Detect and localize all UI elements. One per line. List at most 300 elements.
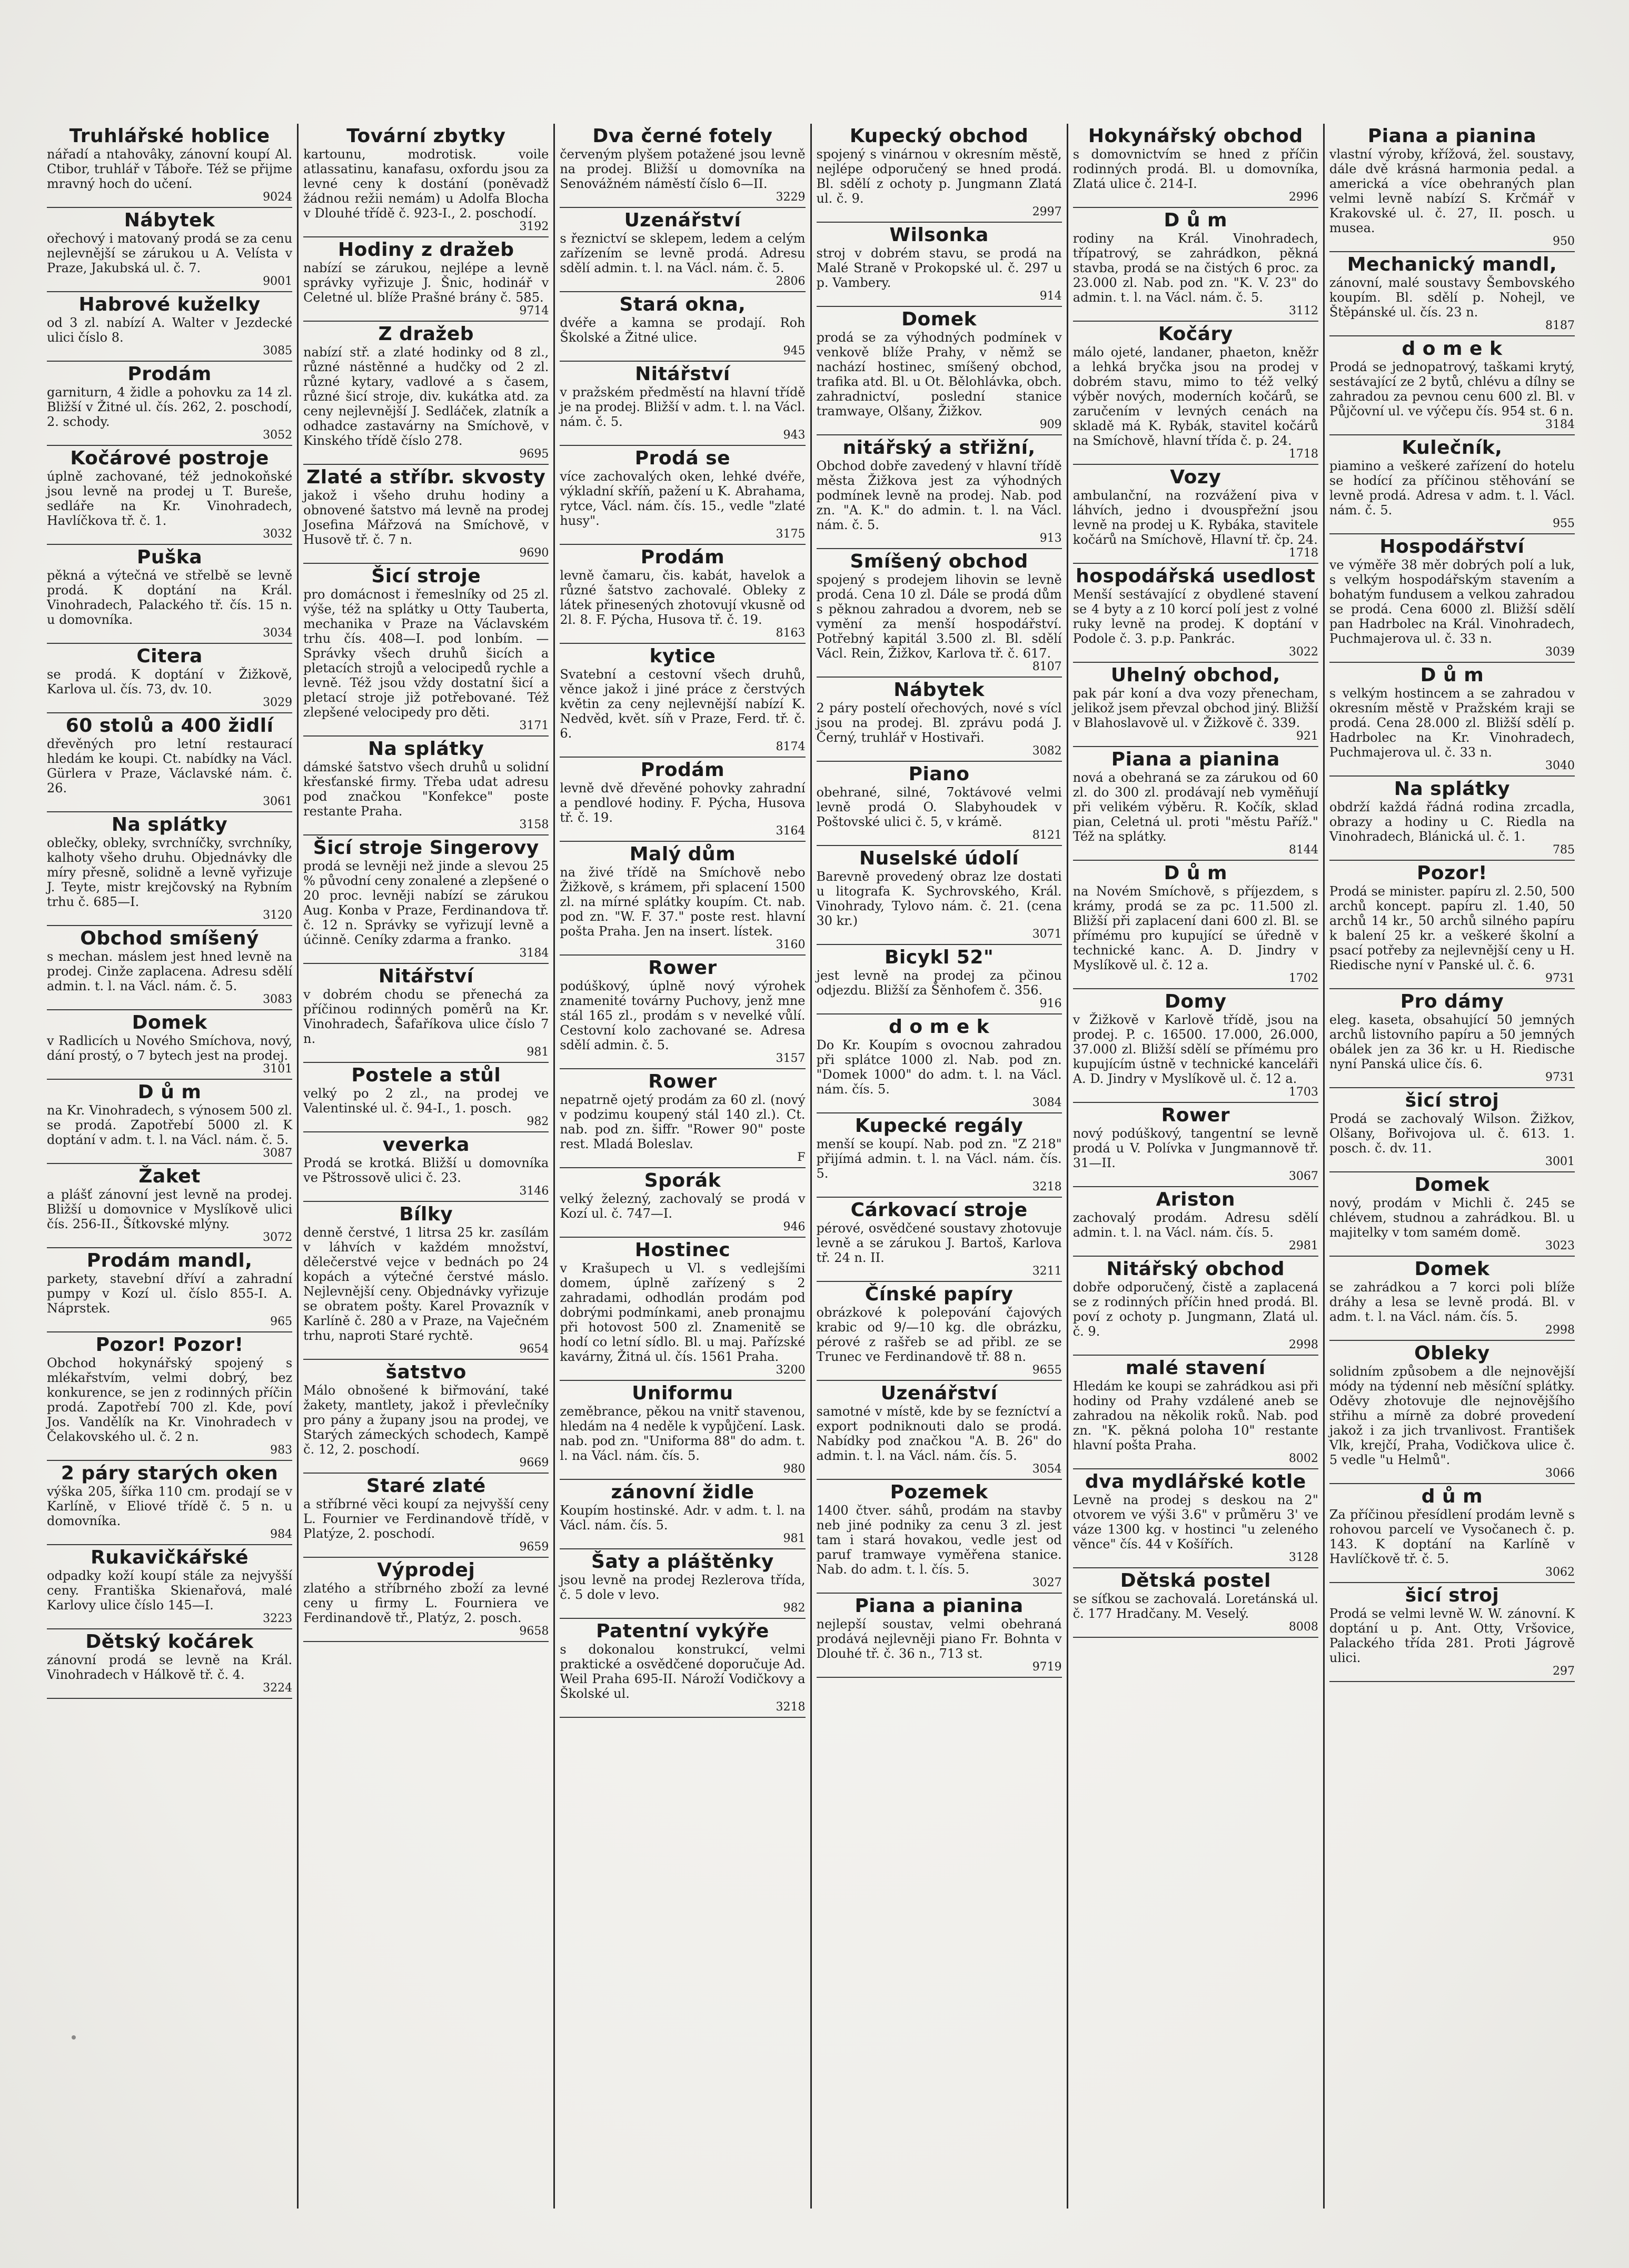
ad-number: 921 <box>1296 730 1318 743</box>
ad-number: 9658 <box>519 1625 549 1638</box>
ad-title: šatstvo <box>385 1361 466 1383</box>
classified-ad <box>47 124 292 208</box>
ad-title: Šicí stroje <box>371 565 481 587</box>
classified-ad <box>1073 663 1318 747</box>
ad-column-3 <box>555 124 811 2209</box>
ad-number: 3184 <box>519 947 549 960</box>
ad-number: 3085 <box>263 344 293 357</box>
ad-number: 785 <box>1553 843 1575 857</box>
ad-number: 3001 <box>1545 1155 1575 1168</box>
ad-title: Obchod smíšený <box>80 928 259 949</box>
ad-body: dřevěných pro letní restaurací hledám ke koupi. Ct. nabídky na Václ. Gürlera v Praze, Václavské nám. č. 26. <box>47 737 293 795</box>
ad-body: prodá se za výhodných podmínek v venkově blíže Prahy, v němž se nachází hostinec, smíšený obchod, trafika atd. Bl. u Ot. Bělohlávka, obch. zahradnictví, poslední stanice tramwaye, Olšany, Žižkov. <box>816 330 1062 419</box>
ad-title: Piana a pianina <box>1111 749 1280 770</box>
classified-ad <box>303 964 549 1063</box>
ad-body: v dobrém chodu se přenechá za příčinou rodinných poměrů na Kr. Vinohradech, Šafaříkova ulice číslo 7 n. <box>303 987 549 1046</box>
classified-ad <box>1329 777 1575 861</box>
ad-column-4 <box>812 124 1068 2209</box>
classified-ad <box>1329 1257 1575 1341</box>
classified-ad <box>1329 1088 1575 1172</box>
ad-title: Piano <box>908 763 970 785</box>
ad-body: s velkým hostincem a se zahradou v okresním městě v Pražském kraji se prodá. Cena 28.000 zl. Bližší sdělí p. Hadrbolec na Kr. Vinohradech, Puchmajerova ul. č. 33 n. <box>1329 686 1575 760</box>
ad-number: 3054 <box>1032 1463 1062 1476</box>
ad-body: Prodá se jednopatrový, taškami krytý, sestávající ze 2 bytů, chlévu a dílny se zahradou za pevnou cenu 600 zl. Bl. v Půjčovní ul. ve výčepu čís. 954 st. 6 n. <box>1329 360 1575 419</box>
ad-body: málo ojeté, landaner, phaeton, kněžr a lehká bryčka jsou na prodej v dobrém stavu, mimo to též velký výběr nových, moderních kočárů, se zaručením v levných cenách na skladě má K. Rybák, stavitel kočárů na Smíchově, hlavní třída č. p. 24. <box>1072 345 1318 448</box>
ad-title: Smíšený obchod <box>850 551 1028 572</box>
ad-body: parkety, stavební dříví a zahradní pumpy v Kozí ul. číslo 855-I. A. Náprstek. <box>47 1271 293 1316</box>
ad-number: 8121 <box>1032 829 1062 842</box>
ad-body: pěkná a výtečná ve střelbě se levně prodá. K doptání na Král. Vinohradech, Palackého tř. čís. 15 n. u domovníka. <box>47 568 293 627</box>
ad-number: 2998 <box>1545 1324 1575 1337</box>
ad-title: hospodářská usedlost <box>1076 565 1316 587</box>
ad-body: solidním způsobem a dle nejnovější módy na týdenní neb měsíční splátky. Oděvy zhotovuje dle nejnovějšího střihu a mírně za dobré provedení jakož i za jich trvanlivost. František Vlk, krejčí, Praha, Vodičkova ulice č. 5 vedle "u Helmů". <box>1329 1364 1575 1467</box>
ad-body: obehrané, silné, 7oktávové velmi levně prodá O. Slabyhoudek v Poštovské ulici č. 5, v krámě. <box>816 785 1062 829</box>
ad-title: d o m e k <box>889 1016 990 1038</box>
ad-number: 943 <box>783 429 806 442</box>
ad-number: 297 <box>1553 1665 1575 1678</box>
classified-ad <box>1329 989 1575 1088</box>
ad-number: 2998 <box>1288 1338 1318 1351</box>
classified-ad <box>1329 1341 1575 1484</box>
ad-title: Prodám <box>127 363 212 385</box>
classified-ad <box>1073 1469 1318 1568</box>
ad-title: Kupecký obchod <box>849 125 1029 147</box>
ad-body: zachovalý prodám. Adresu sdělí admin. t. l. na Václ. nám. čís. 5. <box>1072 1210 1318 1240</box>
ad-title: Kupecké regály <box>855 1115 1024 1137</box>
classified-ad <box>47 1080 292 1164</box>
ad-title: Pozemek <box>890 1481 988 1503</box>
ad-body: pérové, osvědčené soustavy zhotovuje levně a se zárukou J. Bartoš, Karlova tř. 24 n. II. <box>816 1221 1062 1265</box>
ad-body: zlatého a stříbrného zboží za levné ceny u firmy L. Fourniera ve Ferdinandově tř., Platýz, 2. posch. <box>303 1581 549 1625</box>
ad-number: 3027 <box>1032 1576 1062 1589</box>
ad-number: 3184 <box>1545 418 1575 431</box>
ad-number: 3218 <box>1032 1180 1062 1193</box>
ad-title: Na splátky <box>368 738 484 760</box>
ad-body: se prodá. K doptání v Žižkově, Karlova ul. čís. 73, dv. 10. <box>47 667 293 697</box>
ad-title: Hodiny z dražeb <box>337 239 514 261</box>
ad-body: na Novém Smíchově, s příjezdem, s krámy, prodá se za pc. 11.500 zl. Bližší při zaplacení dani 600 zl. Bl. se přímému pro kupující se úředně v technické kanc. A. D. Jindry v Myslíkově ul. č. 12 a. <box>1072 884 1318 972</box>
classified-ad <box>817 124 1062 223</box>
ad-number: 3082 <box>1032 744 1062 758</box>
ad-title: Bílky <box>399 1203 453 1225</box>
ad-title: Malý dům <box>629 843 736 865</box>
classified-ad <box>303 1360 549 1474</box>
ad-body: velký železný, zachovalý se prodá v Kozí ul. č. 747—I. <box>560 1191 806 1221</box>
ad-body: pak pár koní a dva vozy přenecham, jelikož jsem převzal obchod jiný. Bližší v Blahoslavově ul. v Žižkově č. 339. <box>1072 686 1318 730</box>
ad-title: Nitářský obchod <box>1106 1258 1285 1280</box>
classified-ad <box>560 446 805 545</box>
ad-body: Prodá se velmi levně W. W. zánovní. K doptání u p. Ant. Otty, Vršovice, Palackého třída 281. Proti Jágrově ulici. <box>1329 1606 1575 1665</box>
ad-body: levně čamaru, čis. kabát, havelok a různé šatstvo zachovalé. Obleky z látek přinesených zhotovují vkusně od 2l. 8. F. Pýcha, Husova tř. č. 19. <box>560 568 806 627</box>
classified-ad <box>303 1474 549 1558</box>
ad-body: kartounu, modrotisk. voile atlassatinu, kanafasu, oxfordu jsou za levné ceny k dostání (poněvadž žádnou režii nemám) u Adolfa Blocha v Dlouhé třídě č. 923-I., 2. poschodí. <box>303 147 549 221</box>
ad-body: s řeznictví se sklepem, ledem a celým zařízením se levně prodá. Adresu sdělí admin. t. l. na Václ. nám. č. 5. <box>560 231 806 275</box>
ad-body: s mechan. máslem jest hned levně na prodej. Cinže zaplacena. Adresu sdělí admin. t. l. na Václ. nám. č. 5. <box>47 949 293 993</box>
ad-body: nová a obehraná se za zárukou od 60 zl. do 300 zl. prodávají neb vyměňují při velikém výběru. R. Kočík, sklad pian, Celetná ul. proti "městu Paříž." Též na splátky. <box>1072 770 1318 844</box>
ad-number: 3061 <box>263 795 293 808</box>
ad-title: d o m e k <box>1402 338 1503 360</box>
ad-body: a plášť zánovní jest levně na prodej. Bližší u domovnice v Myslíkově ulici čís. 256-II., Šítkovské mlýny. <box>47 1187 293 1231</box>
classified-ad <box>1329 663 1575 777</box>
classified-ad <box>817 435 1062 549</box>
ad-body: vlastní výroby, křížová, žel. soustavy, dále dvě krásná harmonia pedal. a americká a více obehraných plan velmi levně nabízí S. Krčmář v Krakovské ul. č. 27, II. posch. u musea. <box>1329 147 1575 235</box>
ad-body: podúškový, úplně nový výrohek znamenité továrny Puchovy, jenž mne stál 165 zl., prodám s v nevelké vůlí. Cestovní kolo zachované se. Adresa sdělí admin. č. 5. <box>560 979 806 1052</box>
ad-number: 8107 <box>1032 660 1062 673</box>
ad-title: Nuselské údolí <box>859 848 1019 869</box>
classified-ad <box>47 1629 292 1699</box>
classified-ad <box>303 465 549 564</box>
ad-body: menší se koupí. Nab. pod zn. "Z 218" přijímá admin. t. l. na Václ. nám. čís. 5. <box>816 1137 1062 1181</box>
ad-number: 3157 <box>776 1052 806 1065</box>
classified-ad <box>303 835 549 964</box>
classified-ad <box>817 307 1062 435</box>
ad-body: se síťkou se zachovalá. Loretánská ul. č. 177 Hradčany. M. Veselý. <box>1072 1591 1318 1621</box>
classified-ad <box>47 1461 292 1545</box>
classified-ad <box>560 956 805 1069</box>
ad-number: 3087 <box>263 1147 293 1160</box>
ad-number: 3223 <box>263 1612 293 1625</box>
classified-ad <box>303 237 549 322</box>
ad-number: 3224 <box>263 1682 293 1695</box>
classified-ad <box>817 945 1062 1014</box>
ad-title: šicí stroj <box>1405 1585 1499 1606</box>
ad-title: Puška <box>136 546 203 568</box>
classified-ad <box>560 362 805 446</box>
classified-ad <box>560 842 805 956</box>
ad-number: 3120 <box>263 909 293 922</box>
ad-title: Patentní vykýře <box>596 1620 769 1642</box>
classified-ad <box>1329 124 1575 252</box>
ad-number: 984 <box>270 1528 293 1541</box>
ad-title: malé stavení <box>1125 1357 1266 1379</box>
ad-title: Citera <box>136 645 203 667</box>
ad-body: nepatrně ojetý prodám za 60 zl. (nový v podzimu koupený stál 140 zl.). Ct. nab. pod zn. šiffr. "Rower 90" poste rest. Mladá Boleslav. <box>560 1092 806 1151</box>
ad-number: 3128 <box>1288 1551 1318 1564</box>
ad-body: stroj v dobrém stavu, se prodá na Malé Straně v Prokopské ul. č. 297 u p. Vambery. <box>816 246 1062 290</box>
ad-number: 982 <box>527 1115 549 1128</box>
classified-ad <box>817 1282 1062 1381</box>
ad-title: Domy <box>1164 991 1227 1012</box>
classified-ad <box>1073 1568 1318 1638</box>
ad-title: Prodám mandl, <box>86 1250 253 1271</box>
ad-body: Barevně provedený obraz lze dostati u litografa K. Sychrovského, Král. Vinohrady, Tylovo nám. č. 21. (cena 30 kr.) <box>816 869 1062 928</box>
ad-title: zánovní židle <box>611 1481 754 1503</box>
ad-body: Menší sestávající z obydlené stavení se 4 byty a z 10 korcí polí jest z volné ruky levně na prodej. K doptání v Podole č. 3. p.p. Pankrác. <box>1072 587 1318 646</box>
ad-title: D ů m <box>1420 664 1484 686</box>
ad-number: 3029 <box>263 696 293 709</box>
ad-body: garniturn, 4 židle a pohovku za 14 zl. Bližší v Žitné ul. čís. 262, 2. poschodí, 2. schody. <box>47 385 293 429</box>
ad-number: 3062 <box>1545 1566 1575 1579</box>
ad-body: nářadí a ntahovâky, zánovní koupí Al. Ctibor, truhlář v Táboře. Též se přijme mravný hoch do učení. <box>47 147 293 191</box>
ad-number: 982 <box>783 1601 806 1615</box>
ad-body: úplně zachované, též jednokoňské jsou levně na prodej u T. Bureše, sedláře na Kr. Vinohradech, Havlíčkova tř. č. 1. <box>47 469 293 528</box>
classified-ad <box>560 1238 805 1381</box>
ad-body: ve výměře 38 měr dobrých polí a luk, s velkým hospodářským stavením a bohatým fundusem a velkou zahradou se prodá. Cena 6000 zl. Bližší sdělí pan Hadrbolec na Král. Vinohradech, Puchmajerova ul. č. 33 n. <box>1329 558 1575 646</box>
ad-body: velký po 2 zl., na prodej ve Valentinské ul. č. 94-I., 1. posch. <box>303 1086 549 1116</box>
ad-number: 3040 <box>1545 759 1575 772</box>
ad-body: pro domácnost i řemeslníky od 25 zl. výše, též na splátky u Otty Tauberta, mechanika v Praze na Václavském trhu čís. 408—I. pod lonbím. — Správky všech druhů šicích a pletacích strojů a velocipedů rychle a levně. Též jsou vždy dostatní šicí a pletací stroje již potřebované. Též zlepšené velocipedy pro děti. <box>303 587 549 720</box>
ad-title: Žaket <box>138 1166 201 1187</box>
ad-number: 9024 <box>263 191 293 204</box>
classified-ad <box>47 362 292 446</box>
ad-title: Tovární zbytky <box>346 125 506 147</box>
ad-body: obdrží každá řádná rodina zrcadla, obrazy a hodiny u C. Riedla na Vinohradech, Blánická ul. č. 1. <box>1329 800 1575 844</box>
ad-title: Dva černé fotely <box>592 125 773 147</box>
ad-body: nabízí se zárukou, nejlépe a levně správky vyřizuje J. Šnic, hodinář v Celetné ul. blíže Prašné brány č. 585. <box>303 261 549 305</box>
ad-title: Uniformu <box>632 1382 733 1404</box>
classified-ad <box>303 1558 549 1642</box>
ad-body: červeným plyšem potažené jsou levně na prodej. Bližší u domovníka na Senovážném náměstí číslo 6—II. <box>560 147 806 191</box>
classified-ad <box>47 1545 292 1629</box>
ad-title: Hostinec <box>634 1239 731 1261</box>
classified-ad <box>1329 1172 1575 1257</box>
ad-number: 3067 <box>1288 1170 1318 1183</box>
ad-title: Dětský kočárek <box>85 1631 254 1653</box>
ad-title: Mechanický mandl, <box>1347 254 1557 275</box>
ad-body: Za příčinou přesídlení prodám levně s rohovou parcelí ve Vysočanech č. p. 143. K doptání na Karlíně v Havlíčkově tř. č. 5. <box>1329 1507 1575 1566</box>
ad-number: 3158 <box>519 818 549 831</box>
ad-body: Málo obnošené k biřmování, také žakety, mantlety, jakož i převlečníky pro pány a župany jsou na prodej, ve Starých zámeckých schodech, Kampě č. 12, 2. poschodí. <box>303 1383 549 1457</box>
classified-ad <box>560 1381 805 1480</box>
classified-ad <box>817 846 1062 945</box>
ad-title: Ariston <box>1156 1189 1235 1210</box>
classified-ad <box>560 292 805 362</box>
classified-ad <box>817 1113 1062 1198</box>
classified-ad <box>817 1198 1062 1282</box>
classified-ad <box>47 812 292 926</box>
ad-body: od 3 zl. nabízí A. Walter v Jezdecké ulici číslo 8. <box>47 315 293 345</box>
classified-ad <box>1073 1356 1318 1469</box>
ad-body: Prodá se zachovalý Wilson. Žižkov, Olšany, Bořivojova ul. č. 613. 1. posch. č. dv. 11. <box>1329 1111 1575 1156</box>
ad-number: 3146 <box>519 1185 549 1198</box>
classified-ad <box>47 208 292 292</box>
ad-body: prodá se levněji než jinde a slevou 25 % původní ceny zonalené a zlepšené o 20 proc. levněji nabízí se zárukou Aug. Konba v Praze, Ferdinandova tř. č. 12 n. Správky se vyřizují levně a účinně. Ceníky zdarma a franko. <box>303 859 549 947</box>
classified-columns <box>42 124 1580 2209</box>
ad-title: Rukavičkářské <box>91 1547 249 1568</box>
ad-title: Domek <box>132 1012 207 1033</box>
classified-ad <box>47 644 292 713</box>
ad-title: šicí stroj <box>1405 1090 1499 1111</box>
classified-ad <box>1073 989 1318 1103</box>
ad-body: ořechový i matovaný prodá se za cenu nejlevnější se zárukou u A. Velísta v Praze, Jakubská ul. č. 7. <box>47 231 293 275</box>
ad-body: Obchod hokynářský spojený s mlékařstvím, velmi dobrý, bez konkurence, se jen z rodinných příčin prodá. Zapotřebí 700 zl. Kde, poví Jos. Vandělík na Kr. Vinohradech v Čelakovského ul. č. 2 n. <box>47 1356 293 1444</box>
classified-ad <box>560 545 805 644</box>
classified-ad <box>47 1164 292 1248</box>
ad-number: 980 <box>783 1463 806 1476</box>
classified-ad <box>560 1480 805 1549</box>
classified-ad <box>303 737 549 835</box>
ad-number: 1718 <box>1288 447 1318 461</box>
ad-number: 3171 <box>519 719 549 732</box>
classified-ad <box>817 678 1062 762</box>
classified-ad <box>47 292 292 362</box>
ad-title: Prodám <box>640 759 725 781</box>
ad-column-2 <box>299 124 555 2209</box>
classified-ad <box>1073 861 1318 989</box>
ad-column-5 <box>1068 124 1325 2209</box>
ad-number: 950 <box>1553 235 1575 248</box>
ad-title: Hospodářství <box>1379 536 1525 558</box>
ad-title: Truhlářské hoblice <box>69 125 270 147</box>
ad-title: Postele a stůl <box>351 1065 501 1086</box>
classified-ad <box>47 1248 292 1332</box>
ad-title: Rower <box>648 957 717 979</box>
ad-title: Kulečník, <box>1402 437 1503 459</box>
ad-number: 3023 <box>1545 1239 1575 1252</box>
ad-number: 945 <box>783 344 806 357</box>
ad-title: veverka <box>382 1134 470 1156</box>
ad-body: v Žižkově v Karlově třídě, jsou na prodej. P. c. 16500. 17.000, 26.000, 37.000 zl. Bližší sdělí se přímému pro kupujícím ústně v technické kanceláři A. D. Jindry v Myslíkově ul. č. 12 a. <box>1072 1012 1318 1086</box>
ad-body: levně dvě dřevěné pohovky zahradní a pendlové hodiny. F. Pýcha, Husova tř. č. 19. <box>560 781 806 825</box>
ad-title: Nábytek <box>124 210 215 231</box>
ad-number: 9669 <box>519 1456 549 1469</box>
ad-number: 3229 <box>776 191 806 204</box>
classified-ad <box>1073 1187 1318 1257</box>
ad-number: 1703 <box>1288 1086 1318 1099</box>
classified-ad <box>560 208 805 292</box>
classified-ad <box>1329 435 1575 534</box>
classified-ad <box>817 1014 1062 1113</box>
ad-number: 2806 <box>776 275 806 288</box>
ad-title: Šaty a pláštěnky <box>591 1551 774 1573</box>
ad-body: více zachovalých oken, lehké dvéře, výkladní skříň, pažení u K. Abrahama, rytce, Václ. nám. čís. 15., vedle "zlaté husy". <box>560 469 806 528</box>
ad-body: 1400 čtver. sáhů, prodám na stavby neb jiné podniky za cenu 3 zl. jest tam i stará hovakou, vedle jest od paruf tramwaye vyměřena stanice. Nab. do adm. t. l. čís. 5. <box>816 1503 1062 1577</box>
ad-title: Sporák <box>644 1170 721 1191</box>
ad-number: 983 <box>270 1444 293 1457</box>
classified-ad <box>47 446 292 545</box>
ad-number: 3175 <box>776 528 806 541</box>
classified-ad <box>47 713 292 812</box>
ad-column-1 <box>42 124 299 2209</box>
ad-number: 955 <box>1553 517 1575 530</box>
ad-title: Cárkovací stroje <box>850 1199 1028 1221</box>
ad-number: 916 <box>1039 997 1062 1010</box>
ad-number: 8174 <box>776 740 806 753</box>
ad-number: 2981 <box>1288 1239 1318 1252</box>
ad-title: d ů m <box>1421 1486 1483 1507</box>
ad-body: Hledám ke koupi se zahrádkou asi při hodiny od Prahy vzdálené aneb se zahradou na několik roků. Nab. pod zn. "K. pěkná poloha 10" restante hlavní pošta Praha. <box>1072 1379 1318 1453</box>
ad-title: Uhelný obchod, <box>1110 664 1280 686</box>
ad-body: s dokonalou konstrukcí, velmi praktické a osvědčené doporučuje Ad. Weil Praha 695-II. Nároží Vodičkovy a Školské ul. <box>560 1642 806 1701</box>
ad-title: Staré zlaté <box>366 1475 486 1497</box>
ad-title: Wilsonka <box>889 224 989 246</box>
ad-number: 3084 <box>1032 1096 1062 1109</box>
ad-title: dva mydlářské kotle <box>1085 1471 1306 1493</box>
classified-ad <box>1073 1103 1318 1187</box>
ad-number: 3218 <box>776 1700 806 1714</box>
ad-number: 3052 <box>263 429 293 442</box>
ad-title: Piana a pianina <box>1367 125 1536 147</box>
ad-title: Vozy <box>1170 466 1221 488</box>
ad-number: 3034 <box>263 626 293 640</box>
ad-body: dámské šatstvo všech druhů u solidní křesťanské firmy. Třeba udat adresu pod značkou "Konfekce" poste restante Praha. <box>303 760 549 819</box>
ad-body: v pražském předměstí na hlavní třídě je na prodej. Bližší v adm. t. l. na Václ. nám. č. 5. <box>560 385 806 429</box>
ad-body: zánovní prodá se levně na Král. Vinohradech v Hálkově tř. č. 4. <box>47 1653 293 1682</box>
ad-number: 9655 <box>1032 1364 1062 1377</box>
ad-title: Nitářství <box>635 363 730 385</box>
ad-title: Prodám <box>640 546 725 568</box>
classified-ad <box>47 926 292 1010</box>
ad-body: Obchod dobře zavedený v hlavní třídě města Žižkova jest za výhodných podmínek levně na prodej. Nab. pod zn. "A. K." do admin. t. l. na Václ. nám. č. 5. <box>816 459 1062 532</box>
ad-title: Domek <box>901 309 977 330</box>
ad-title: Z dražeb <box>378 323 474 345</box>
ad-title: Stará okna, <box>619 294 746 315</box>
ad-number: 3160 <box>776 938 806 951</box>
ad-title: Čínské papíry <box>865 1284 1014 1305</box>
ad-title: Nábytek <box>893 679 985 701</box>
ad-body: dobře odporučený, čistě a zaplacená se z rodinných příčin hned prodá. Bl. poví z ochoty p. Jungmann, Zlatá ul. č. 9. <box>1072 1280 1318 1339</box>
classified-ad <box>817 223 1062 307</box>
ad-number: 9659 <box>519 1540 549 1554</box>
ad-title: Kočáry <box>1158 323 1233 345</box>
ad-number: 3083 <box>263 993 293 1006</box>
page-scuff-mark <box>63 2027 84 2048</box>
ad-body: jakož i všeho druhu hodiny a obnovené šatstvo má levně na prodej Josefina Mářzová na Smíchově, v Husově tř. č. 7 n. <box>303 488 549 547</box>
classified-ad <box>1329 1484 1575 1583</box>
ad-number: 9714 <box>519 304 549 317</box>
classified-ad <box>303 1063 549 1132</box>
ad-number: 8008 <box>1288 1620 1318 1634</box>
ad-title: Habrové kuželky <box>78 294 261 315</box>
ad-title: Na splátky <box>111 814 228 835</box>
classified-ad <box>560 124 805 208</box>
ad-number: 9719 <box>1032 1660 1062 1674</box>
classified-ad <box>560 644 805 758</box>
ad-body: Prodá se minister. papíru zl. 2.50, 500 archů koncept. papíru zl. 1.40, 50 archů 14 kr., 50 archů silného papíru k balení 25 kr. a veškeré školní a psací potřeby za nejlevnější ceny u H. Riedische nyní v Panské ul. č. 6. <box>1329 884 1575 972</box>
ad-body: jsou levně na prodej Rezlerova třída, č. 5 dole v levo. <box>560 1573 806 1602</box>
ad-number: 2996 <box>1288 191 1318 204</box>
ad-title: Uzenářství <box>880 1382 998 1404</box>
ad-number: 9695 <box>519 447 549 461</box>
ad-body: nový podúškový, tangentní se levně prodá u V. Polívka v Jungmannově tř. 31—II. <box>1072 1126 1318 1170</box>
classified-ad <box>817 1480 1062 1594</box>
ad-body: ambulanční, na rozvážení piva v láhvích, jedno i dvouspřežní jsou levně na prodej u K. Rybáka, stavitele kočárů na Smíchově, Hlavní tř. čp. 24. <box>1072 488 1318 547</box>
ad-number: 3101 <box>263 1062 293 1076</box>
ad-title: D ů m <box>137 1081 202 1103</box>
ad-number: 2997 <box>1032 205 1062 218</box>
classified-ad <box>560 1069 805 1168</box>
ad-title: D ů m <box>1164 862 1228 884</box>
ad-title: Domek <box>1414 1174 1490 1196</box>
ad-number: 914 <box>1039 290 1062 303</box>
ad-title: Rower <box>1161 1105 1230 1126</box>
classified-ad <box>1329 861 1575 989</box>
classified-ad <box>817 762 1062 846</box>
ad-number: F <box>797 1151 806 1164</box>
classified-ad <box>303 124 549 237</box>
classified-ad <box>1073 1257 1318 1356</box>
ad-title: 60 stolů a 400 židlí <box>65 715 274 737</box>
ad-body: dvéře a kamna se prodají. Roh Školské a Žitné ulice. <box>560 315 806 345</box>
ad-number: 8163 <box>776 626 806 640</box>
ad-body: s domovnictvím se hned z příčin rodinných prodá. Bl. u domovníka, Zlatá ulice č. 214-I. <box>1072 147 1318 191</box>
ad-title: Pro dámy <box>1400 991 1504 1012</box>
ad-title: Domek <box>1414 1258 1490 1280</box>
ad-number: 965 <box>270 1315 293 1328</box>
ad-number: 1702 <box>1288 972 1318 985</box>
ad-body: výška 205, šířka 110 cm. prodají se v Karlíně, v Eliové třídě č. 5 n. u domovníka. <box>47 1484 293 1528</box>
classified-ad <box>1073 747 1318 861</box>
ad-title: Pozor! Pozor! <box>95 1334 244 1356</box>
ad-number: 9731 <box>1545 972 1575 985</box>
ad-number: 3112 <box>1288 304 1318 317</box>
ad-number: 1718 <box>1288 546 1318 560</box>
classified-ad <box>47 1332 292 1461</box>
ad-title: Nitářství <box>378 966 474 987</box>
ad-number: 981 <box>527 1046 549 1059</box>
classified-ad <box>1073 208 1318 322</box>
ad-title: 2 páry starých oken <box>61 1463 279 1484</box>
